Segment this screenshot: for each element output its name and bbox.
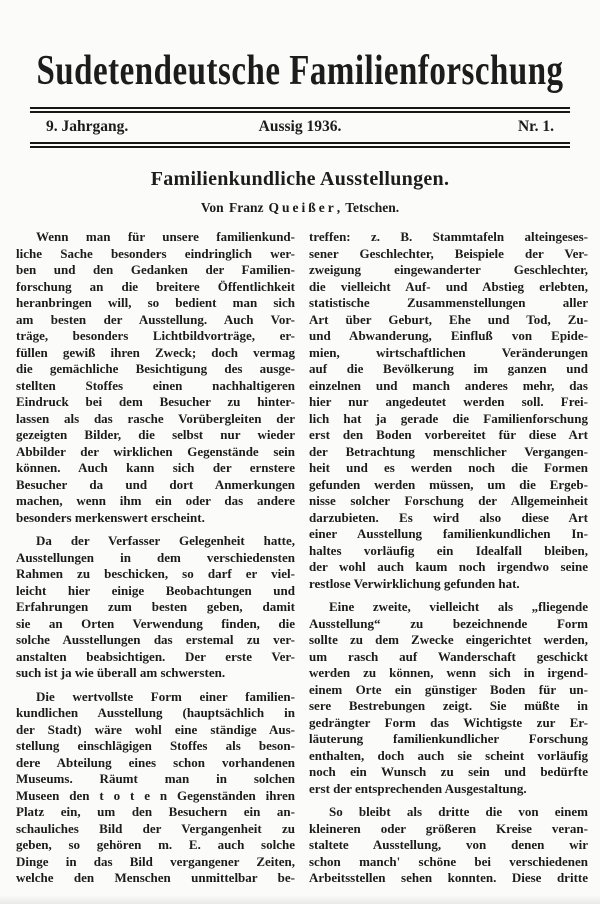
text-line: kundlichen Ausstellung (hauptsächlich in [16,705,295,720]
byline-suffix: , Tetschen. [336,200,400,215]
text-line: solche Ausstellungen das erstemal zu ver- [16,632,295,647]
article [0,168,600,887]
text-line: Eine zweite, vielleicht als „fliegende [329,599,588,614]
text-line: läuterung familienkundlicher Forschung [309,731,588,746]
text-line: mien, wirtschaftlichen Veränderungen [309,344,588,360]
text-line: stellung einschlägigen Stoffes als beson- [16,738,295,753]
text-line: einzelnen und manch anderes mehr, das [309,377,588,393]
text-line: restlose Verwirklichung gefunden hat. [309,575,520,591]
text-line: noch ein Wunsch zu sein und bedürfte [309,764,588,779]
text-line: schon manch' schöne bei verschiedenen [309,853,588,869]
text-line: statistische Zusammenstellungen aller [309,295,588,310]
text-line: Platz ein, um den Besuchern ein an- [16,804,295,819]
text-line: Erfahrungen zum besten geben, damit [16,599,295,614]
byline-prefix: Von Franz [200,200,264,215]
text-line: zweigung eingewanderter Geschlechter, [309,262,588,277]
text-line: darzubieten. Es wird also diese Art [309,509,588,525]
article-byline [0,200,600,216]
text-line: werden zu können, wenn sich in irgend- [309,665,588,680]
byline-surname: Queißer [268,200,337,215]
masthead [0,0,600,148]
column-left [16,229,295,887]
text-line: liche Sache besonders eindringlich wer- [16,245,295,261]
text-line: treffen: z. B. Stammtafeln alteingeses- [309,229,588,244]
text-line: Ausstellung“ zu bezeichnende Form [309,615,588,631]
text-line: heranbringen will, so bedient man sich [16,295,295,310]
issue-info-row [30,113,570,142]
text-line: einer Ausstellung familienkundlichen In- [309,526,588,541]
text-line: So bleibt als dritte die von einem [329,804,588,819]
text-line: und Abwanderung, Einfluß von Epide- [309,328,588,343]
text-line: der wohl auch kaum noch irgendwo seine [309,559,588,574]
text-line: der Betrachtung menschlicher Vergangen- [309,443,588,459]
text-line: erst der entsprechenden Ausgestaltung. [309,780,527,796]
text-line: lassen als das rasche Vorübergleiten der [16,410,295,426]
text-line: staltete Ausstellung, von denen wir [309,837,588,852]
text-line: der Stadt) wäre wohl eine ständige Aus- [16,721,295,737]
text-line: Museums. Räumt man in solchen [16,771,295,786]
issue-number-label: Nr. 1. [517,118,554,135]
volume-label: 9. Jahrgang. [46,118,129,135]
paragraph [16,689,295,887]
text-line: leicht hier einige Beobachtungen und [16,582,295,598]
paragraph [16,229,295,526]
paragraph [309,804,588,887]
text-line: hier nur angedeutet werden soll. Frei- [309,394,588,409]
text-line: sollte zu dem Zwecke eingerichtet werden, [309,632,588,647]
column-right [309,229,588,887]
article-body [0,216,600,887]
text-line: am besten der Ausstellung. Auch Vor- [16,311,295,327]
article-title: Familienkundliche Ausstellungen. [150,168,450,190]
text-line: um rasch auf Wanderschaft geschickt [309,648,588,664]
text-line: haltes vorläufig ein Idealfall bleiben, [309,542,588,558]
text-line: sere Bestrebungen zeigt. Sie müßte in [309,698,588,713]
text-line: gefunden werden müssen, um die Ergeb- [309,476,588,492]
text-line: Eindruck bei dem Besucher zu hinter- [16,394,295,409]
text-line: können. Auch kann sich der ernstere [16,460,295,475]
text-line: Besucher da und dort Anmerkungen [16,476,295,492]
paragraph [309,229,588,592]
text-line: sener Geschlechter, Beispiele der Ver- [309,245,588,261]
text-line: die gemächliche Besichtigung des ausge- [16,361,295,376]
text-line: die vielleicht Auf- und Abstieg erlebten, [309,278,588,294]
text-line: Abbilder der wirklichen Gegenstände sein [16,443,295,459]
text-line: Dinge in das Bild vergangener Zeiten, [16,853,295,869]
text-line: füllen gewiß ihren Zweck; doch vermag [16,344,295,360]
text-line: nisse solcher Forschung der Allgemeinheit [309,493,588,508]
text-line: such ist ja wie überall am schwersten. [16,665,226,680]
text-line: schauliches Bild der Vergangenheit zu [16,820,295,836]
text-line: gezeigten Bilder, die selbst nur wieder [16,427,295,442]
text-line: Die wertvollste Form einer familien- [36,688,295,704]
text-line: träge, besonders Lichtbildvorträge, er- [16,328,295,343]
text-line: Ausstellungen in dem verschiedensten [16,549,295,565]
text-line: heit und es werden noch die Formen [309,460,588,475]
text-line: Arbeitsstellen sehen konnten. Diese dritte [309,870,588,885]
journal-title: Sudetendeutsche Familienforschung [36,48,564,95]
text-line: ben und den Gedanken der Familien- [16,262,295,277]
text-line: erst den Boden vorbereitet für diese Art [309,427,588,442]
text-line: Art über Geburt, Ehe und Tod, Zu- [309,311,588,327]
text-line: geben, so gehören m. E. auch solche [16,837,295,852]
text-line: welche den Menschen unmittelbar be- [16,870,295,885]
text-line: sie an Orten Verwendung finden, die [16,615,295,631]
text-line: machen, wenn ihm ein oder das andere [16,493,295,508]
masthead-rule-bottom [30,142,570,148]
scan-edge-shadow [0,895,600,904]
text-line: lich hat ja gerade die Familienforschung [309,410,588,426]
text-line: Museen den t o t e n Gegenständen ihren [16,787,295,803]
text-line: besonders merkenswert erscheint. [16,509,205,525]
text-line: Da der Verfasser Gelegenheit hatte, [36,533,295,548]
text-line: enthalten, doch auch sie scheint vorläufig [309,747,588,763]
text-line: gedrängter Form das Wichtigste zur Er- [309,714,588,730]
text-line: auf die Bevölkerung im ganzen und [309,361,588,376]
place-date-label: Aussig 1936. [258,118,342,135]
paragraph [309,599,588,797]
text-line: Rahmen zu beschicken, so darf er viel- [16,566,295,581]
paragraph [16,533,295,682]
text-line: Wenn man für unsere familienkund- [36,229,295,244]
text-line: kleineren oder größeren Kreise veran- [309,820,588,836]
text-line: stellten Stoffes einen nachhaltigeren [16,377,295,393]
text-line: forschung an die breitere Öffentlichkeit [16,278,295,294]
text-line: anstalten beabsichtigen. Der erste Ver- [16,648,295,664]
text-line: einem Orte ein günstiger Boden für un- [309,681,588,697]
text-line: dere Abteilung eines schon vorhandenen [16,754,295,770]
